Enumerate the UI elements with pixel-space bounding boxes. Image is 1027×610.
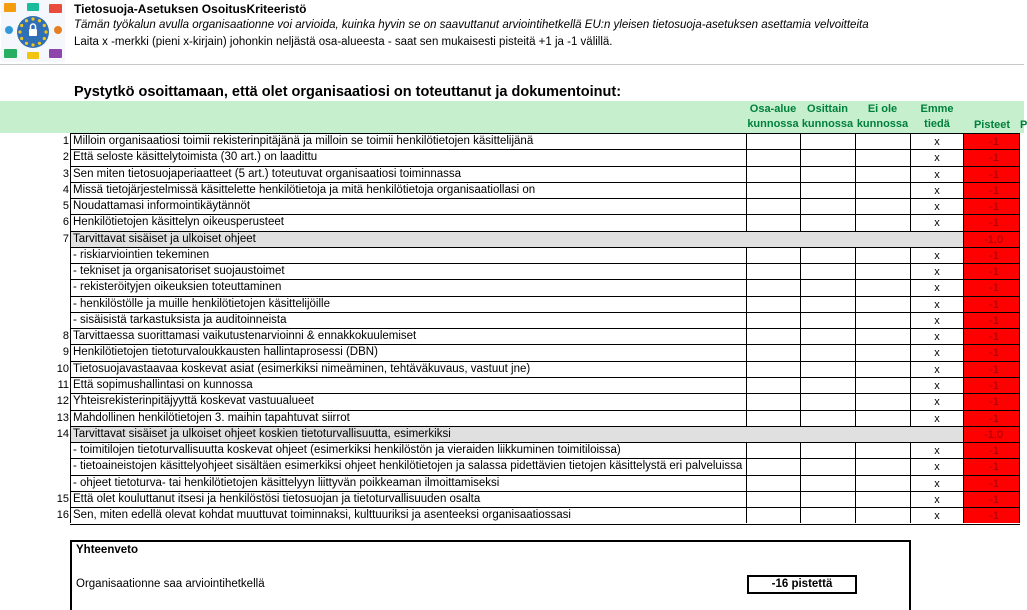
table-row — [0, 296, 1024, 312]
row-criterion-text[interactable]: Henkilötietojen tietoturvaloukkausten hallintaprosessi (DBN) — [70, 344, 746, 360]
table-row — [0, 214, 1024, 230]
row-number — [0, 263, 70, 279]
cell-osa-alue-kunnossa[interactable] — [746, 507, 800, 523]
cell-osittain-kunnossa[interactable] — [800, 312, 855, 328]
row-number: 7 — [62, 232, 69, 245]
table-row — [0, 279, 1024, 295]
column-header-osittain-kunnossa: Osittain kunnossa — [801, 103, 854, 130]
cell-osittain-kunnossa[interactable] — [800, 393, 855, 409]
cell-osa-alue-kunnossa[interactable] — [746, 279, 800, 295]
criteria-table — [0, 133, 1024, 523]
row-number: 2 — [62, 151, 69, 164]
cell-osittain-kunnossa[interactable] — [800, 198, 855, 214]
cell-pisteet[interactable]: -1 — [964, 361, 1020, 377]
cell-osittain-kunnossa[interactable] — [800, 328, 855, 344]
cell-pisteet[interactable]: -1 — [964, 410, 1020, 426]
table-row — [0, 198, 1024, 214]
row-number: 3 — [62, 167, 69, 180]
table-group-row — [0, 426, 1024, 442]
table-row — [0, 410, 1024, 426]
cell-ei-ole-kunnossa[interactable] — [855, 458, 910, 474]
table-row — [0, 133, 1024, 149]
cell-pisteet[interactable]: -1 — [964, 442, 1020, 458]
section-title: Pystytkö osoittamaan, että olet organisaatiosi on toteuttanut ja dokumentoinut: — [74, 84, 622, 100]
table-row — [0, 458, 1024, 474]
cell-emme-tieda[interactable]: x — [910, 458, 964, 474]
table-row — [0, 442, 1024, 458]
cell-emme-tieda[interactable]: x — [910, 296, 964, 312]
cell-pisteet[interactable]: -1 — [964, 279, 1020, 295]
table-row — [0, 166, 1024, 182]
row-criterion-text[interactable]: - ohjeet tietoturva- tai henkilötietojen käsittelyyn liittyvän poikkeaman ilmoittamiseksi — [70, 475, 746, 491]
table-row — [0, 247, 1024, 263]
row-number — [0, 312, 70, 328]
cell-ei-ole-kunnossa[interactable] — [855, 296, 910, 312]
cell-emme-tieda[interactable]: x — [910, 507, 964, 523]
cell-emme-tieda[interactable]: x — [910, 377, 964, 393]
cell-osa-alue-kunnossa[interactable] — [746, 149, 800, 165]
cell-ei-ole-kunnossa[interactable] — [855, 263, 910, 279]
row-criterion-text[interactable]: Henkilötietojen käsittelyn oikeusperusteet — [70, 214, 746, 230]
row-criterion-text[interactable]: Sen, miten edellä olevat kohdat muuttuvat toiminnaksi, kulttuuriksi ja asenteeksi organisaatiossasi — [70, 507, 746, 523]
row-number — [0, 247, 70, 263]
cell-pisteet[interactable]: -1 — [964, 198, 1020, 214]
page-title: Tietosuoja-Asetuksen OsoitusKriteeristö — [74, 2, 307, 16]
cell-ei-ole-kunnossa[interactable] — [855, 361, 910, 377]
row-criterion-text[interactable]: Tarvittaessa suorittamasi vaikutustenarvioinni & ennakkokuulemiset — [70, 328, 746, 344]
cell-pisteet[interactable]: -1 — [964, 377, 1020, 393]
row-number: 4 — [62, 183, 69, 196]
cell-osittain-kunnossa[interactable] — [800, 133, 855, 149]
table-row — [0, 491, 1024, 507]
cell-ei-ole-kunnossa[interactable] — [855, 149, 910, 165]
row-number: 15 — [56, 492, 69, 505]
row-number: 13 — [56, 411, 69, 424]
cell-osa-alue-kunnossa[interactable] — [746, 133, 800, 149]
cell-osittain-kunnossa[interactable] — [800, 149, 855, 165]
cell-pisteet[interactable]: -1 — [964, 133, 1020, 149]
cell-osa-alue-kunnossa[interactable] — [746, 475, 800, 491]
cell-osittain-kunnossa[interactable] — [800, 247, 855, 263]
row-number: 16 — [56, 509, 69, 522]
cell-emme-tieda[interactable]: x — [910, 410, 964, 426]
table-bottom-border — [70, 524, 1020, 525]
cell-osittain-kunnossa[interactable] — [800, 263, 855, 279]
cell-osa-alue-kunnossa[interactable] — [746, 491, 800, 507]
cell-emme-tieda[interactable]: x — [910, 344, 964, 360]
cell-osittain-kunnossa[interactable] — [800, 458, 855, 474]
row-criterion-text[interactable]: Noudattamasi informointikäytännöt — [70, 198, 746, 214]
cell-osa-alue-kunnossa[interactable] — [746, 328, 800, 344]
cell-ei-ole-kunnossa[interactable] — [855, 182, 910, 198]
cell-emme-tieda[interactable]: x — [910, 312, 964, 328]
row-number: 12 — [56, 395, 69, 408]
column-header-ei-ole-kunnossa: Ei ole kunnossa — [856, 103, 909, 130]
cell-pisteet[interactable]: -1 — [964, 458, 1020, 474]
row-criterion-text[interactable]: Tietosuojavastaavaa koskevat asiat (esimerkiksi nimeäminen, tehtäväkuvaus, vastuut jne) — [70, 361, 746, 377]
cell-pisteet[interactable]: -1,0 — [964, 426, 1020, 442]
cell-emme-tieda[interactable]: x — [910, 166, 964, 182]
summary-score-cell[interactable]: -16 pistettä — [747, 575, 857, 594]
cell-ei-ole-kunnossa[interactable] — [855, 279, 910, 295]
cell-osa-alue-kunnossa[interactable] — [746, 410, 800, 426]
cell-pisteet[interactable]: -1 — [964, 507, 1020, 523]
cell-ei-ole-kunnossa[interactable] — [855, 344, 910, 360]
row-number — [0, 279, 70, 295]
table-row — [0, 393, 1024, 409]
cell-ei-ole-kunnossa[interactable] — [855, 393, 910, 409]
row-criterion-text[interactable]: Tarvittavat sisäiset ja ulkoiset ohjeet — [70, 231, 964, 247]
table-row — [0, 377, 1024, 393]
cell-osa-alue-kunnossa[interactable] — [746, 344, 800, 360]
cell-emme-tieda[interactable]: x — [910, 214, 964, 230]
table-row — [0, 344, 1024, 360]
cell-osittain-kunnossa[interactable] — [800, 296, 855, 312]
row-criterion-text[interactable]: Milloin organisaatiosi toimii rekisterinpitäjänä ja milloin se toimii henkilötietojen käsittelijänä — [70, 133, 746, 149]
row-criterion-text[interactable]: - rekisteröityjen oikeuksien toteuttaminen — [70, 279, 746, 295]
instruction-text: Laita x -merkki (pieni x-kirjain) johonkin neljästä osa-alueesta - saat sen mukaisesti pisteitä +1 ja -1 välillä. — [74, 36, 613, 48]
row-criterion-text[interactable]: - toimitilojen tietoturvallisuutta koskevat ohjeet (esimerkiksi henkilöstön ja vieraiden liikkuminen toimitiloissa) — [70, 442, 746, 458]
summary-box — [70, 540, 911, 610]
row-criterion-text[interactable]: Että olet kouluttanut itsesi ja henkilöstösi tietosuojan ja tietoturvallisuuden osalta — [70, 491, 746, 507]
cell-osa-alue-kunnossa[interactable] — [746, 214, 800, 230]
table-row — [0, 312, 1024, 328]
row-criterion-text[interactable]: - sisäisistä tarkastuksista ja auditoinneista — [70, 312, 746, 328]
cell-osa-alue-kunnossa[interactable] — [746, 263, 800, 279]
cell-emme-tieda[interactable]: x — [910, 182, 964, 198]
cell-osa-alue-kunnossa[interactable] — [746, 458, 800, 474]
row-criterion-text[interactable]: Että seloste käsittelytoimista (30 art.) on laadittu — [70, 149, 746, 165]
row-number: 5 — [62, 200, 69, 213]
table-row — [0, 361, 1024, 377]
cell-pisteet[interactable]: -1 — [964, 344, 1020, 360]
cell-emme-tieda[interactable]: x — [910, 491, 964, 507]
cell-ei-ole-kunnossa[interactable] — [855, 328, 910, 344]
table-group-row — [0, 231, 1024, 247]
cell-pisteet[interactable]: -1 — [964, 263, 1020, 279]
cell-pisteet[interactable]: -1,0 — [964, 231, 1020, 247]
cell-osittain-kunnossa[interactable] — [800, 279, 855, 295]
cell-osittain-kunnossa[interactable] — [800, 214, 855, 230]
cell-ei-ole-kunnossa[interactable] — [855, 198, 910, 214]
table-row — [0, 263, 1024, 279]
cell-osittain-kunnossa[interactable] — [800, 491, 855, 507]
cell-ei-ole-kunnossa[interactable] — [855, 377, 910, 393]
row-number — [0, 475, 70, 491]
row-criterion-text[interactable]: - riskiarviointien tekeminen — [70, 247, 746, 263]
table-row — [0, 149, 1024, 165]
column-header-osa-alue-kunnossa: Osa-alue kunnossa — [747, 103, 799, 130]
cell-pisteet[interactable]: -1 — [964, 312, 1020, 328]
cell-osittain-kunnossa[interactable] — [800, 166, 855, 182]
cell-ei-ole-kunnossa[interactable] — [855, 475, 910, 491]
cell-osa-alue-kunnossa[interactable] — [746, 182, 800, 198]
row-number — [0, 458, 70, 474]
cell-ei-ole-kunnossa[interactable] — [855, 442, 910, 458]
row-number — [0, 296, 70, 312]
cell-ei-ole-kunnossa[interactable] — [855, 247, 910, 263]
cell-osittain-kunnossa[interactable] — [800, 410, 855, 426]
cell-osittain-kunnossa[interactable] — [800, 344, 855, 360]
cell-ei-ole-kunnossa[interactable] — [855, 133, 910, 149]
row-number: 9 — [62, 346, 69, 359]
cell-osa-alue-kunnossa[interactable] — [746, 247, 800, 263]
cell-emme-tieda[interactable]: x — [910, 247, 964, 263]
cell-emme-tieda[interactable]: x — [910, 133, 964, 149]
cell-pisteet[interactable]: -1 — [964, 328, 1020, 344]
cell-osa-alue-kunnossa[interactable] — [746, 312, 800, 328]
row-criterion-text[interactable]: Tarvittavat sisäiset ja ulkoiset ohjeet koskien tietoturvallisuutta, esimerkiksi — [70, 426, 964, 442]
summary-title: Yhteenveto — [76, 544, 138, 556]
cell-emme-tieda[interactable]: x — [910, 279, 964, 295]
cell-emme-tieda[interactable]: x — [910, 475, 964, 491]
cell-emme-tieda[interactable]: x — [910, 263, 964, 279]
cell-emme-tieda[interactable]: x — [910, 328, 964, 344]
row-number: 11 — [57, 378, 69, 391]
column-header-pisteet: Pisteet — [973, 119, 1011, 131]
cell-pisteet[interactable]: -1 — [964, 214, 1020, 230]
divider — [0, 64, 1024, 65]
cell-pisteet[interactable]: -1 — [964, 296, 1020, 312]
cell-osittain-kunnossa[interactable] — [800, 507, 855, 523]
cell-emme-tieda[interactable]: x — [910, 442, 964, 458]
row-number: 8 — [62, 330, 69, 343]
row-number: 10 — [56, 362, 69, 375]
row-number: 1 — [62, 135, 69, 147]
cell-ei-ole-kunnossa[interactable] — [855, 491, 910, 507]
cell-osa-alue-kunnossa[interactable] — [746, 361, 800, 377]
cell-osa-alue-kunnossa[interactable] — [746, 442, 800, 458]
cell-pisteet[interactable]: -1 — [964, 393, 1020, 409]
cell-ei-ole-kunnossa[interactable] — [855, 312, 910, 328]
page-subtitle: Tämän työkalun avulla organisaationne voi arvioida, kuinka hyvin se on saavuttanut arviointihetkellä EU:n yleisen tietosuoja-asetuksen asettamia velvoitteita — [74, 19, 869, 31]
cell-osa-alue-kunnossa[interactable] — [746, 377, 800, 393]
row-number — [0, 442, 70, 458]
cell-osa-alue-kunnossa[interactable] — [746, 198, 800, 214]
summary-label: Organisaationne saa arviointihetkellä — [76, 578, 265, 590]
cell-pisteet[interactable]: -1 — [964, 475, 1020, 491]
cell-osittain-kunnossa[interactable] — [800, 442, 855, 458]
row-criterion-text[interactable]: - tietoaineistojen käsittelyohjeet sisältäen esimerkiksi ohjeet henkilötietojen ja salassa pidettävien tietojen käsittelystä eri palveluissa — [70, 458, 746, 474]
table-row — [0, 328, 1024, 344]
cell-osa-alue-kunnossa[interactable] — [746, 166, 800, 182]
row-criterion-text[interactable]: - tekniset ja organisatoriset suojaustoimet — [70, 263, 746, 279]
table-row — [0, 475, 1024, 491]
row-criterion-text[interactable]: Yhteisrekisterinpitäjyyttä koskevat vastuualueet — [70, 393, 746, 409]
cell-pisteet[interactable]: -1 — [964, 149, 1020, 165]
cell-emme-tieda[interactable]: x — [910, 361, 964, 377]
gdpr-logo-icon — [1, 0, 65, 62]
cell-ei-ole-kunnossa[interactable] — [855, 166, 910, 182]
row-number: 6 — [62, 216, 69, 229]
cell-pisteet[interactable]: -1 — [964, 166, 1020, 182]
cell-ei-ole-kunnossa[interactable] — [855, 410, 910, 426]
cell-emme-tieda[interactable]: x — [910, 149, 964, 165]
row-criterion-text[interactable]: Että sopimushallintasi on kunnossa — [70, 377, 746, 393]
column-header-emme-tieda: Emme tiedä — [920, 103, 954, 130]
table-row — [0, 507, 1024, 523]
cell-osittain-kunnossa[interactable] — [800, 361, 855, 377]
cell-osittain-kunnossa[interactable] — [800, 377, 855, 393]
row-number: 14 — [56, 427, 69, 440]
cell-osittain-kunnossa[interactable] — [800, 475, 855, 491]
row-criterion-text[interactable]: Mahdollinen henkilötietojen 3. maihin tapahtuvat siirrot — [70, 410, 746, 426]
table-row — [0, 182, 1024, 198]
cell-ei-ole-kunnossa[interactable] — [855, 214, 910, 230]
cell-ei-ole-kunnossa[interactable] — [855, 507, 910, 523]
cell-osa-alue-kunnossa[interactable] — [746, 393, 800, 409]
cell-emme-tieda[interactable]: x — [910, 198, 964, 214]
cell-osa-alue-kunnossa[interactable] — [746, 296, 800, 312]
cell-pisteet[interactable]: -1 — [964, 247, 1020, 263]
cell-emme-tieda[interactable]: x — [910, 393, 964, 409]
cell-pisteet[interactable]: -1 — [964, 491, 1020, 507]
row-criterion-text[interactable]: Sen miten tietosuojaperiaatteet (5 art.) toteutuvat organisaatiosi toiminnassa — [70, 166, 746, 182]
cell-osittain-kunnossa[interactable] — [800, 182, 855, 198]
cell-pisteet[interactable]: -1 — [964, 182, 1020, 198]
row-criterion-text[interactable]: Missä tietojärjestelmissä käsittelette henkilötietoja ja mitä henkilötietoja organisaatiollasi on — [70, 182, 746, 198]
row-criterion-text[interactable]: - henkilöstölle ja muille henkilötietojen käsittelijöille — [70, 296, 746, 312]
cut-off-column-header: P — [1020, 119, 1027, 131]
